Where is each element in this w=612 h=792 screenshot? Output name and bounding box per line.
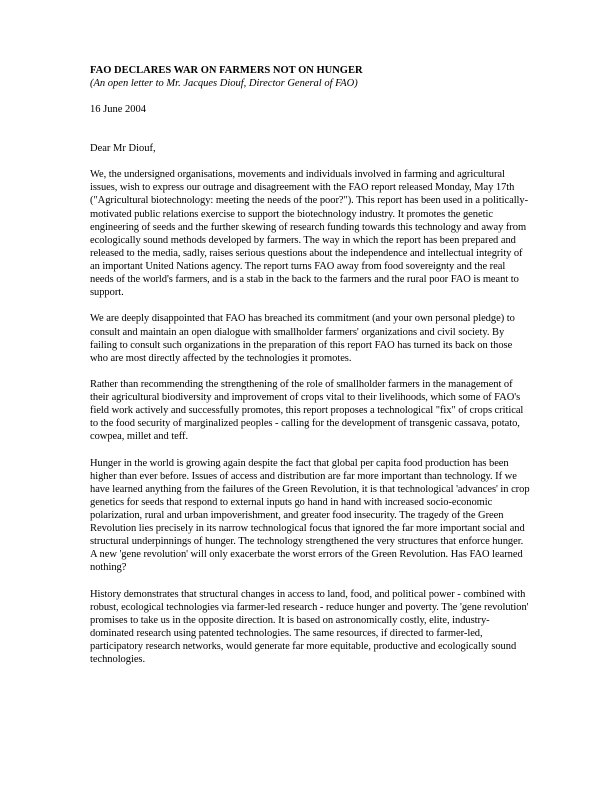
paragraph: We are deeply disappointed that FAO has breached its commitment (and your own personal pledge) to consult and maintain an open dialogue with smallholder farmers' organizations and civil society. By failing to consult such organizations in the preparation of this report FAO has turned its back on those who are most directly affected by the technologies it promotes. (90, 313, 515, 364)
paragraph: Rather than recommending the strengthening of the role of smallholder farmers in the management of their agricultural biodiversity and improvement of crops vital to their livelihoods, which some of FAO's field work actively and successfully promotes, this report proposes a technological "fix" of crops critical to the food security of marginalized peoples - calling for the development of transgenic cassava, potato, cowpea, millet and teff. (90, 378, 524, 443)
letter-title: FAO DECLARES WAR ON FARMERS NOT ON HUNGER (90, 65, 363, 76)
letter-date: 16 June 2004 (90, 104, 146, 116)
paragraph: History demonstrates that structural changes in access to land, food, and political power - combined with robust, ecological technologies via farmer-led research - reduce hunger and poverty. The 'gene revolution' promises to take us in the opposite direction. It is based on astronomically costly, elite, industry-dominated research using patented technologies. The same resources, if directed to farmer-led, participatory research networks, would generate far more equitable, productive and ecologically sound technologies. (90, 588, 529, 666)
paragraph: Hunger in the world is growing again despite the fact that global per capita food production has been higher than ever before. Issues of access and distribution are far more important than technology. If we have learned anything from the failures of the Green Revolution, it is that technological 'advances' in crop genetics for seeds that respond to external inputs go hand in hand with increased socio-economic polarization, rural and urban impoverishment, and greater food insecurity. The tragedy of the Green Revolution lies precisely in its narrow technological focus that ignored the far more important social and structural underpinnings of hunger. The technology strengthened the very structures that enforce hunger. A new 'gene revolution' will only exacerbate the worst errors of the Green Revolution. Has FAO learned nothing? (90, 457, 530, 574)
letter-subtitle: (An open letter to Mr. Jacques Diouf, Director General of FAO) (90, 78, 358, 89)
paragraph: We, the undersigned organisations, movements and individuals involved in farming and agricultural issues, wish to express our outrage and disagreement with the FAO report released Monday, May 17th ("Agricultural biotechnology: meeting the needs of the poor?"). This report has been used in a politically-motivated public relations exercise to support the biotechnology industry. It promotes the genetic engineering of seeds and the further skewing of research funding towards this technology and away from ecologically sound methods developed by farmers. The way in which the report has been prepared and released to the media, sadly, raises serious questions about the independence and intellectual integrity of an important United Nations agency. The report turns FAO away from food sovereignty and the real needs of the world's farmers, and is a stab in the back to the farmers and the rural poor FAO is meant to support. (90, 169, 529, 299)
salutation: Dear Mr Diouf, (90, 143, 156, 155)
letter-page (90, 64, 530, 679)
